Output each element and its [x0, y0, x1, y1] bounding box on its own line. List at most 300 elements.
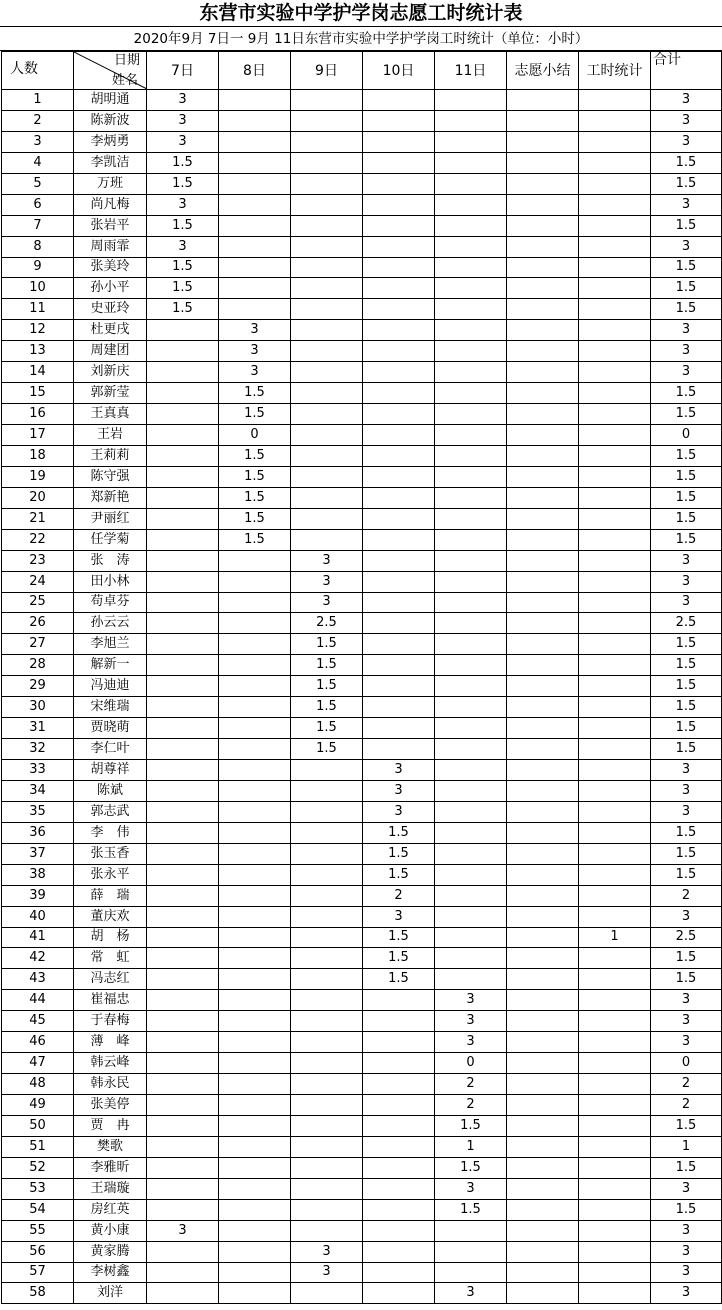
cell-count[interactable]: 10 [2, 278, 74, 299]
cell-day-8[interactable] [219, 257, 291, 278]
cell-day-9[interactable]: 1.5 [291, 634, 363, 655]
cell-hours-stat[interactable] [579, 864, 651, 885]
cell-day-9[interactable] [291, 236, 363, 257]
cell-day-7[interactable] [147, 383, 219, 404]
cell-day-8[interactable]: 1.5 [219, 445, 291, 466]
cell-day-9[interactable] [291, 948, 363, 969]
cell-day-10[interactable] [363, 1032, 435, 1053]
cell-day-10[interactable] [363, 383, 435, 404]
cell-day-11[interactable] [435, 362, 507, 383]
cell-total[interactable]: 1.5 [651, 445, 722, 466]
cell-total[interactable]: 1.5 [651, 1199, 722, 1220]
cell-day-7[interactable]: 1.5 [147, 173, 219, 194]
cell-day-7[interactable] [147, 1053, 219, 1074]
cell-day-11[interactable] [435, 801, 507, 822]
cell-day-9[interactable] [291, 760, 363, 781]
cell-day-10[interactable] [363, 131, 435, 152]
cell-day-7[interactable] [147, 885, 219, 906]
cell-summary[interactable] [507, 990, 579, 1011]
cell-day-7[interactable] [147, 1074, 219, 1095]
cell-total[interactable]: 1.5 [651, 1157, 722, 1178]
cell-summary[interactable] [507, 425, 579, 446]
cell-day-9[interactable] [291, 906, 363, 927]
cell-total[interactable]: 2.5 [651, 613, 722, 634]
cell-name[interactable]: 于春梅 [74, 1011, 147, 1032]
cell-day-9[interactable] [291, 299, 363, 320]
cell-day-9[interactable] [291, 425, 363, 446]
cell-day-7[interactable] [147, 592, 219, 613]
cell-hours-stat[interactable] [579, 718, 651, 739]
cell-count[interactable]: 21 [2, 508, 74, 529]
cell-summary[interactable] [507, 906, 579, 927]
cell-name[interactable]: 李树鑫 [74, 1262, 147, 1283]
cell-name[interactable]: 王瑞璇 [74, 1178, 147, 1199]
cell-name[interactable]: 薄 峰 [74, 1032, 147, 1053]
cell-day-8[interactable] [219, 676, 291, 697]
header-hours-stat[interactable]: 工时统计 [579, 52, 651, 90]
cell-day-9[interactable]: 1.5 [291, 676, 363, 697]
cell-total[interactable]: 3 [651, 131, 722, 152]
cell-day-7[interactable] [147, 634, 219, 655]
cell-day-8[interactable] [219, 215, 291, 236]
cell-name[interactable]: 周雨霏 [74, 236, 147, 257]
cell-day-9[interactable] [291, 1115, 363, 1136]
cell-day-7[interactable] [147, 613, 219, 634]
cell-total[interactable]: 3 [651, 90, 722, 111]
cell-day-11[interactable] [435, 906, 507, 927]
cell-day-8[interactable] [219, 1199, 291, 1220]
cell-total[interactable]: 3 [651, 1178, 722, 1199]
cell-name[interactable]: 董庆欢 [74, 906, 147, 927]
cell-day-9[interactable] [291, 1011, 363, 1032]
cell-total[interactable]: 1.5 [651, 843, 722, 864]
cell-day-7[interactable] [147, 445, 219, 466]
cell-count[interactable]: 29 [2, 676, 74, 697]
cell-day-8[interactable] [219, 780, 291, 801]
cell-summary[interactable] [507, 1241, 579, 1262]
cell-name[interactable]: 尹丽红 [74, 508, 147, 529]
cell-day-8[interactable] [219, 948, 291, 969]
cell-name[interactable]: 解新一 [74, 655, 147, 676]
cell-day-7[interactable] [147, 1199, 219, 1220]
cell-day-7[interactable] [147, 969, 219, 990]
cell-day-11[interactable] [435, 383, 507, 404]
header-day-10[interactable]: 10日 [363, 52, 435, 90]
cell-day-10[interactable] [363, 1115, 435, 1136]
cell-day-10[interactable] [363, 425, 435, 446]
cell-count[interactable]: 19 [2, 466, 74, 487]
cell-day-7[interactable] [147, 1032, 219, 1053]
cell-hours-stat[interactable] [579, 362, 651, 383]
cell-day-10[interactable] [363, 655, 435, 676]
cell-day-10[interactable] [363, 718, 435, 739]
cell-day-10[interactable] [363, 215, 435, 236]
cell-day-7[interactable] [147, 529, 219, 550]
cell-name[interactable]: 张岩平 [74, 215, 147, 236]
cell-count[interactable]: 33 [2, 760, 74, 781]
cell-summary[interactable] [507, 655, 579, 676]
cell-day-10[interactable] [363, 676, 435, 697]
cell-name[interactable]: 胡尊祥 [74, 760, 147, 781]
cell-day-11[interactable] [435, 425, 507, 446]
cell-total[interactable]: 1.5 [651, 152, 722, 173]
cell-total[interactable]: 1.5 [651, 215, 722, 236]
cell-count[interactable]: 57 [2, 1262, 74, 1283]
cell-total[interactable]: 1.5 [651, 404, 722, 425]
cell-day-11[interactable] [435, 613, 507, 634]
cell-day-11[interactable]: 1.5 [435, 1199, 507, 1220]
cell-day-10[interactable]: 1.5 [363, 948, 435, 969]
cell-count[interactable]: 6 [2, 194, 74, 215]
cell-total[interactable]: 1.5 [651, 969, 722, 990]
cell-hours-stat[interactable] [579, 1095, 651, 1116]
cell-day-9[interactable] [291, 90, 363, 111]
cell-summary[interactable] [507, 110, 579, 131]
cell-day-7[interactable] [147, 864, 219, 885]
cell-hours-stat[interactable] [579, 341, 651, 362]
cell-day-8[interactable]: 3 [219, 362, 291, 383]
cell-day-11[interactable]: 0 [435, 1053, 507, 1074]
cell-hours-stat[interactable] [579, 152, 651, 173]
cell-summary[interactable] [507, 131, 579, 152]
cell-day-8[interactable] [219, 1074, 291, 1095]
cell-summary[interactable] [507, 508, 579, 529]
cell-day-10[interactable]: 3 [363, 906, 435, 927]
cell-day-10[interactable] [363, 194, 435, 215]
cell-hours-stat[interactable] [579, 383, 651, 404]
cell-summary[interactable] [507, 1157, 579, 1178]
cell-day-7[interactable] [147, 404, 219, 425]
cell-count[interactable]: 31 [2, 718, 74, 739]
cell-day-8[interactable]: 1.5 [219, 466, 291, 487]
cell-day-10[interactable]: 1.5 [363, 843, 435, 864]
cell-day-7[interactable] [147, 320, 219, 341]
cell-day-7[interactable] [147, 760, 219, 781]
cell-day-7[interactable] [147, 1157, 219, 1178]
cell-total[interactable]: 1.5 [651, 466, 722, 487]
cell-hours-stat[interactable] [579, 1053, 651, 1074]
cell-day-10[interactable] [363, 529, 435, 550]
cell-hours-stat[interactable] [579, 1220, 651, 1241]
cell-summary[interactable] [507, 173, 579, 194]
cell-count[interactable]: 9 [2, 257, 74, 278]
cell-day-11[interactable] [435, 529, 507, 550]
cell-day-9[interactable]: 2.5 [291, 613, 363, 634]
cell-name[interactable]: 贾 冉 [74, 1115, 147, 1136]
cell-day-11[interactable] [435, 236, 507, 257]
cell-day-7[interactable] [147, 466, 219, 487]
cell-count[interactable]: 37 [2, 843, 74, 864]
cell-day-11[interactable] [435, 1241, 507, 1262]
cell-day-8[interactable] [219, 236, 291, 257]
cell-count[interactable]: 28 [2, 655, 74, 676]
cell-day-11[interactable] [435, 466, 507, 487]
cell-summary[interactable] [507, 278, 579, 299]
cell-hours-stat[interactable] [579, 466, 651, 487]
cell-summary[interactable] [507, 1074, 579, 1095]
cell-count[interactable]: 46 [2, 1032, 74, 1053]
cell-day-10[interactable]: 1.5 [363, 864, 435, 885]
cell-summary[interactable] [507, 194, 579, 215]
cell-day-8[interactable] [219, 152, 291, 173]
cell-day-9[interactable]: 3 [291, 1241, 363, 1262]
cell-name[interactable]: 张美停 [74, 1095, 147, 1116]
cell-name[interactable]: 陈守强 [74, 466, 147, 487]
cell-day-10[interactable] [363, 236, 435, 257]
cell-count[interactable]: 32 [2, 739, 74, 760]
cell-name[interactable]: 韩永民 [74, 1074, 147, 1095]
cell-day-10[interactable]: 1.5 [363, 969, 435, 990]
cell-name[interactable]: 郑新艳 [74, 487, 147, 508]
cell-day-8[interactable]: 1.5 [219, 508, 291, 529]
cell-count[interactable]: 44 [2, 990, 74, 1011]
cell-hours-stat[interactable] [579, 1074, 651, 1095]
cell-day-11[interactable] [435, 571, 507, 592]
cell-day-9[interactable] [291, 1283, 363, 1304]
cell-summary[interactable] [507, 1115, 579, 1136]
cell-count[interactable]: 3 [2, 131, 74, 152]
cell-count[interactable]: 26 [2, 613, 74, 634]
cell-day-10[interactable] [363, 739, 435, 760]
cell-summary[interactable] [507, 362, 579, 383]
cell-day-10[interactable] [363, 990, 435, 1011]
cell-summary[interactable] [507, 299, 579, 320]
cell-day-9[interactable] [291, 1095, 363, 1116]
cell-total[interactable]: 1.5 [651, 487, 722, 508]
cell-name[interactable]: 张永平 [74, 864, 147, 885]
cell-day-8[interactable]: 3 [219, 341, 291, 362]
cell-name[interactable]: 崔福忠 [74, 990, 147, 1011]
cell-summary[interactable] [507, 613, 579, 634]
cell-hours-stat[interactable] [579, 739, 651, 760]
cell-day-7[interactable] [147, 927, 219, 948]
cell-total[interactable]: 3 [651, 1220, 722, 1241]
cell-day-7[interactable] [147, 801, 219, 822]
cell-name[interactable]: 尚凡梅 [74, 194, 147, 215]
cell-day-9[interactable]: 3 [291, 592, 363, 613]
cell-day-8[interactable] [219, 1241, 291, 1262]
cell-day-8[interactable] [219, 1220, 291, 1241]
cell-summary[interactable] [507, 236, 579, 257]
cell-name[interactable]: 韩云峰 [74, 1053, 147, 1074]
cell-day-11[interactable] [435, 655, 507, 676]
cell-total[interactable]: 1.5 [651, 739, 722, 760]
cell-day-8[interactable] [219, 194, 291, 215]
cell-hours-stat[interactable]: 1 [579, 927, 651, 948]
cell-hours-stat[interactable] [579, 1011, 651, 1032]
cell-hours-stat[interactable] [579, 760, 651, 781]
cell-day-7[interactable] [147, 676, 219, 697]
cell-day-7[interactable] [147, 487, 219, 508]
cell-day-10[interactable] [363, 445, 435, 466]
cell-day-8[interactable] [219, 1136, 291, 1157]
cell-hours-stat[interactable] [579, 194, 651, 215]
cell-day-8[interactable] [219, 278, 291, 299]
cell-hours-stat[interactable] [579, 990, 651, 1011]
header-day-7[interactable]: 7日 [147, 52, 219, 90]
cell-day-8[interactable] [219, 1262, 291, 1283]
cell-day-11[interactable] [435, 131, 507, 152]
cell-count[interactable]: 7 [2, 215, 74, 236]
cell-count[interactable]: 54 [2, 1199, 74, 1220]
header-count[interactable] [2, 52, 74, 90]
cell-count[interactable]: 48 [2, 1074, 74, 1095]
cell-day-7[interactable] [147, 948, 219, 969]
cell-day-9[interactable]: 3 [291, 571, 363, 592]
cell-day-7[interactable] [147, 1178, 219, 1199]
cell-summary[interactable] [507, 739, 579, 760]
cell-day-10[interactable] [363, 1053, 435, 1074]
cell-day-7[interactable] [147, 780, 219, 801]
cell-count[interactable]: 40 [2, 906, 74, 927]
cell-name[interactable]: 任学菊 [74, 529, 147, 550]
cell-day-11[interactable]: 3 [435, 1178, 507, 1199]
cell-hours-stat[interactable] [579, 1241, 651, 1262]
cell-day-10[interactable] [363, 1199, 435, 1220]
cell-count[interactable]: 30 [2, 697, 74, 718]
cell-day-10[interactable] [363, 278, 435, 299]
cell-count[interactable]: 53 [2, 1178, 74, 1199]
cell-name[interactable]: 刘洋 [74, 1283, 147, 1304]
cell-day-7[interactable] [147, 1262, 219, 1283]
cell-summary[interactable] [507, 885, 579, 906]
cell-hours-stat[interactable] [579, 550, 651, 571]
cell-count[interactable]: 43 [2, 969, 74, 990]
cell-day-11[interactable] [435, 508, 507, 529]
cell-day-10[interactable] [363, 592, 435, 613]
cell-summary[interactable] [507, 1262, 579, 1283]
cell-count[interactable]: 27 [2, 634, 74, 655]
cell-day-7[interactable] [147, 990, 219, 1011]
cell-day-9[interactable]: 3 [291, 1262, 363, 1283]
cell-day-11[interactable] [435, 320, 507, 341]
cell-day-9[interactable] [291, 1157, 363, 1178]
cell-day-8[interactable] [219, 1115, 291, 1136]
header-day-11[interactable]: 11日 [435, 52, 507, 90]
cell-name[interactable]: 李 伟 [74, 822, 147, 843]
cell-summary[interactable] [507, 571, 579, 592]
cell-day-10[interactable] [363, 152, 435, 173]
cell-count[interactable]: 13 [2, 341, 74, 362]
cell-summary[interactable] [507, 822, 579, 843]
cell-name[interactable]: 冯志红 [74, 969, 147, 990]
cell-day-7[interactable] [147, 1283, 219, 1304]
cell-count[interactable]: 47 [2, 1053, 74, 1074]
cell-summary[interactable] [507, 1053, 579, 1074]
cell-summary[interactable] [507, 383, 579, 404]
cell-hours-stat[interactable] [579, 425, 651, 446]
cell-day-10[interactable] [363, 341, 435, 362]
cell-day-11[interactable]: 1.5 [435, 1115, 507, 1136]
cell-count[interactable]: 39 [2, 885, 74, 906]
cell-summary[interactable] [507, 1032, 579, 1053]
cell-day-9[interactable] [291, 383, 363, 404]
cell-hours-stat[interactable] [579, 278, 651, 299]
cell-day-9[interactable] [291, 445, 363, 466]
cell-day-9[interactable] [291, 990, 363, 1011]
cell-day-8[interactable] [219, 1157, 291, 1178]
cell-day-11[interactable] [435, 634, 507, 655]
cell-day-11[interactable] [435, 299, 507, 320]
cell-count[interactable]: 8 [2, 236, 74, 257]
cell-count[interactable]: 4 [2, 152, 74, 173]
cell-count[interactable]: 1 [2, 90, 74, 111]
cell-day-10[interactable] [363, 110, 435, 131]
cell-day-7[interactable] [147, 906, 219, 927]
cell-day-8[interactable] [219, 969, 291, 990]
cell-day-10[interactable] [363, 1011, 435, 1032]
cell-hours-stat[interactable] [579, 1199, 651, 1220]
cell-day-11[interactable] [435, 278, 507, 299]
cell-hours-stat[interactable] [579, 445, 651, 466]
cell-name[interactable]: 李炳勇 [74, 131, 147, 152]
cell-summary[interactable] [507, 257, 579, 278]
cell-hours-stat[interactable] [579, 215, 651, 236]
cell-day-11[interactable]: 2 [435, 1074, 507, 1095]
cell-day-9[interactable]: 1.5 [291, 697, 363, 718]
cell-day-9[interactable] [291, 1220, 363, 1241]
cell-day-9[interactable] [291, 215, 363, 236]
cell-hours-stat[interactable] [579, 173, 651, 194]
cell-day-7[interactable] [147, 697, 219, 718]
cell-day-7[interactable]: 3 [147, 1220, 219, 1241]
cell-summary[interactable] [507, 320, 579, 341]
cell-day-10[interactable] [363, 1157, 435, 1178]
cell-day-11[interactable] [435, 445, 507, 466]
cell-total[interactable]: 1.5 [651, 173, 722, 194]
cell-summary[interactable] [507, 927, 579, 948]
cell-name[interactable]: 贾晓萌 [74, 718, 147, 739]
cell-day-7[interactable] [147, 1136, 219, 1157]
cell-total[interactable]: 1.5 [651, 718, 722, 739]
cell-count[interactable]: 2 [2, 110, 74, 131]
cell-day-10[interactable] [363, 1178, 435, 1199]
cell-summary[interactable] [507, 1136, 579, 1157]
cell-count[interactable]: 41 [2, 927, 74, 948]
cell-summary[interactable] [507, 697, 579, 718]
cell-day-8[interactable] [219, 697, 291, 718]
cell-summary[interactable] [507, 969, 579, 990]
cell-total[interactable]: 3 [651, 341, 722, 362]
cell-name[interactable]: 黄小康 [74, 1220, 147, 1241]
cell-total[interactable]: 3 [651, 801, 722, 822]
cell-day-9[interactable] [291, 1178, 363, 1199]
cell-summary[interactable] [507, 1095, 579, 1116]
cell-day-11[interactable] [435, 927, 507, 948]
cell-total[interactable]: 3 [651, 194, 722, 215]
cell-day-11[interactable] [435, 760, 507, 781]
cell-day-11[interactable] [435, 780, 507, 801]
cell-day-10[interactable]: 3 [363, 801, 435, 822]
cell-day-9[interactable] [291, 362, 363, 383]
cell-day-10[interactable]: 2 [363, 885, 435, 906]
cell-count[interactable]: 23 [2, 550, 74, 571]
cell-count[interactable]: 22 [2, 529, 74, 550]
cell-day-10[interactable] [363, 1095, 435, 1116]
cell-name[interactable]: 李雅昕 [74, 1157, 147, 1178]
cell-name[interactable]: 苟卓芬 [74, 592, 147, 613]
cell-name[interactable]: 史亚玲 [74, 299, 147, 320]
cell-day-9[interactable] [291, 110, 363, 131]
cell-day-7[interactable] [147, 822, 219, 843]
cell-day-11[interactable] [435, 110, 507, 131]
cell-name[interactable]: 郭志武 [74, 801, 147, 822]
cell-hours-stat[interactable] [579, 1115, 651, 1136]
cell-name[interactable]: 李凯洁 [74, 152, 147, 173]
cell-day-9[interactable] [291, 1053, 363, 1074]
cell-day-10[interactable] [363, 613, 435, 634]
cell-day-8[interactable]: 1.5 [219, 487, 291, 508]
